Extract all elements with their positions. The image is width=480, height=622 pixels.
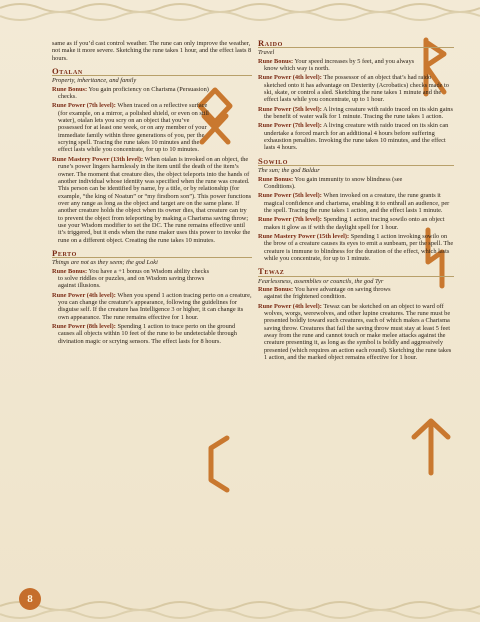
- othala-bonus-text: You gain proficiency on Charisma (Persuasion) checks.: [58, 85, 209, 101]
- othala-bonus-label: Rune Bonus:: [52, 85, 88, 93]
- sowilo-bonus: [258, 176, 454, 191]
- raido-power-2: [258, 106, 454, 121]
- raido-power-1-text: The possessor of an object that’s had raido sketched onto it has advantage on Dexterity (Acrobatics) checks made to ski, skate, or control a sled. Sketching the rune takes 1 minute and the effect lasts while you concentrate, up to 1 hour.: [264, 74, 449, 104]
- raido-power-2-text: A living creature with raido traced on its skin gains the benefit of water walk for 1 minute. Tracing the rune takes 1 action.: [264, 105, 453, 121]
- othala-mastery: [52, 156, 252, 244]
- bottom-knotwork-border: [0, 592, 480, 622]
- sowilo-mastery-label: Rune Mastery Power (15th level):: [258, 232, 350, 240]
- othala-mastery-text: When otalan is invoked on an object, the rune’s power lingers harmlessly in the item until the death of the item’s owner. The moment that creature dies, the object teleports into the hands of another individual whose identity was specified when the rune was created. This person can be identified by name, by a title, or by relationship (for example, “the king of Noatun” or “my firstborn son”). This power functions over any range as long as the object and target are on the same plane. If another creature holds the object when its owner dies, that creature can try to prevent the object from teleporting by making a Charisma saving throw; use your Wisdom modifier to set the DC. The rune remains effective until it’s triggered, but it ends when the rune maker uses this power to invoke the rune on a different object. Creating the rune takes 10 minutes.: [58, 155, 252, 244]
- perto-heading: Perto: [52, 250, 252, 258]
- sowilo-power-2-text: Spending 1 action tracing sowilo onto an object makes it glow as if with the daylight spell for 1 hour.: [264, 216, 445, 231]
- perto-power-1-label: Rune Power (4th level):: [52, 291, 116, 299]
- tewaz-power-1: [258, 303, 454, 362]
- perto-rune-icon: [201, 434, 233, 494]
- raido-bonus: [258, 58, 454, 73]
- raido-bonus-label: Rune Bonus:: [258, 57, 294, 65]
- raido-power-1: [258, 74, 454, 103]
- page-number-badge: 8: [19, 588, 41, 610]
- right-column: [258, 40, 454, 363]
- raido-power-2-label: Rune Power (5th level):: [258, 105, 322, 113]
- sowilo-mastery-text: Spending 1 action invoking sowilo on the brow of a creature causes its eyes to emit a sunbeam, per the spell. The creature is immune to blindness for the duration of the effect, which lasts while you concentrate, for up to 1 minute.: [264, 232, 454, 262]
- tewaz-bonus-text: You have advantage on saving throws against the frightened condition.: [264, 285, 391, 301]
- perto-power-2-label: Rune Power (8th level):: [52, 323, 116, 331]
- left-column: [52, 40, 252, 347]
- intro-paragraph: same as if you’d cast control weather. The rune can only improve the weather, not make it more severe. Sketching the rune takes 1 hour, and the effect lasts 8 hours.: [52, 40, 252, 62]
- sowilo-subtitle: The sun; the god Baldur: [258, 167, 320, 175]
- sowilo-power-1-label: Rune Power (5th level):: [258, 192, 322, 200]
- perto-power-2-text: Spending 1 action to trace perto on the ground causes all objects within 10 feet of the rune to be undetectable through divination magic or scrying sensors. The effect lasts for 8 hours.: [58, 323, 237, 345]
- sowilo-bonus-text: You gain immunity to snow blindness (see Conditions).: [264, 175, 403, 190]
- tewaz-subtitle: Fearlessness, assemblies or councils, the god Tyr: [258, 277, 384, 285]
- othala-mastery-label: Rune Mastery Power (13th level):: [52, 155, 144, 163]
- tewaz-bonus-label: Rune Bonus:: [258, 285, 294, 293]
- top-knotwork-border: [0, 0, 480, 30]
- raido-heading: Raido: [258, 40, 454, 48]
- sowilo-power-1: [258, 192, 454, 214]
- perto-subtitle: Things are not as they seem; the god Loki: [52, 259, 158, 267]
- tewaz-rune-icon: [408, 415, 454, 477]
- raido-power-3-text: A living creature with raido traced on its skin can undertake a forced march for an additional 4 hours before suffering exhaustion penalties. Invoking the rune takes 10 minutes, and the effect lasts 4 hours.: [264, 122, 449, 152]
- othala-subtitle: Property, inheritance, and family: [52, 77, 137, 85]
- sowilo-power-2-label: Rune Power (7th level):: [258, 216, 322, 224]
- perto-power-1: [52, 292, 252, 321]
- tewaz-heading: Tewaz: [258, 268, 454, 276]
- perto-power-1-text: When you spend 1 action tracing perto on a creature, you can change the creature’s appearance, following the guidelines for disguise self. If the creature has Intelligence 3 or higher, it can change its own appearance. The rune remains effective for 1 hour.: [58, 291, 252, 321]
- perto-bonus: [52, 268, 252, 290]
- othala-heading: Otalan: [52, 68, 252, 76]
- sowilo-mastery: [258, 233, 454, 262]
- othala-power-1: [52, 102, 252, 153]
- sowilo-power-2: [258, 216, 454, 231]
- raido-subtitle: Travel: [258, 49, 275, 57]
- raido-power-1-label: Rune Power (4th level):: [258, 74, 322, 82]
- tewaz-power-1-text: Tewaz can be sketched on an object to ward off wolves, worgs, werewolves, and other lupine creatures. The rune must be presented boldly toward such creatures, each of which makes a Charisma saving throw. Creatures that fail the saving throw must stay at least 5 feet away from the rune and cannot touch or make melee attacks against the creature presenting it, as long as the symbol is boldly and aggressively presented (which requires an action each round). Sketching the rune takes 1 action, and the marked object remains effective for 1 hour.: [264, 302, 452, 362]
- sowilo-heading: Sowilo: [258, 158, 454, 166]
- raido-power-3-label: Rune Power (7th level):: [258, 122, 322, 130]
- perto-bonus-text: You have a +1 bonus on Wisdom ability checks to solve riddles or puzzles, and on Wisdom saving throws against illusions.: [58, 267, 210, 290]
- raido-power-3: [258, 122, 454, 151]
- tewaz-bonus: [258, 286, 454, 301]
- othala-power-1-text: When traced on a reflective surface (for example, on a mirror, a polished shield, or even on still water), otalan lets you scry on an object that you’ve possessed for at least one week, or on any member of your immediate family within three generations of you, per the scrying spell. Tracing the rune takes 10 minutes and the effect lasts while you concentrate, for up to 10 minutes.: [58, 102, 209, 154]
- sowilo-bonus-label: Rune Bonus:: [258, 175, 294, 183]
- perto-power-2: [52, 323, 252, 345]
- othala-bonus: [52, 86, 252, 101]
- tewaz-power-1-label: Rune Power (4th level):: [258, 302, 322, 310]
- perto-bonus-label: Rune Bonus:: [52, 267, 88, 275]
- raido-bonus-text: Your speed increases by 5 feet, and you always know which way is north.: [264, 57, 415, 73]
- sowilo-power-1-text: When invoked on a creature, the rune grants it magical confidence and charisma, enabling it to enthrall an audience, per the spell. Tracing the rune takes 1 action, and the effect lasts 1 minute.: [264, 192, 450, 214]
- othala-power-1-label: Rune Power (7th level):: [52, 102, 116, 110]
